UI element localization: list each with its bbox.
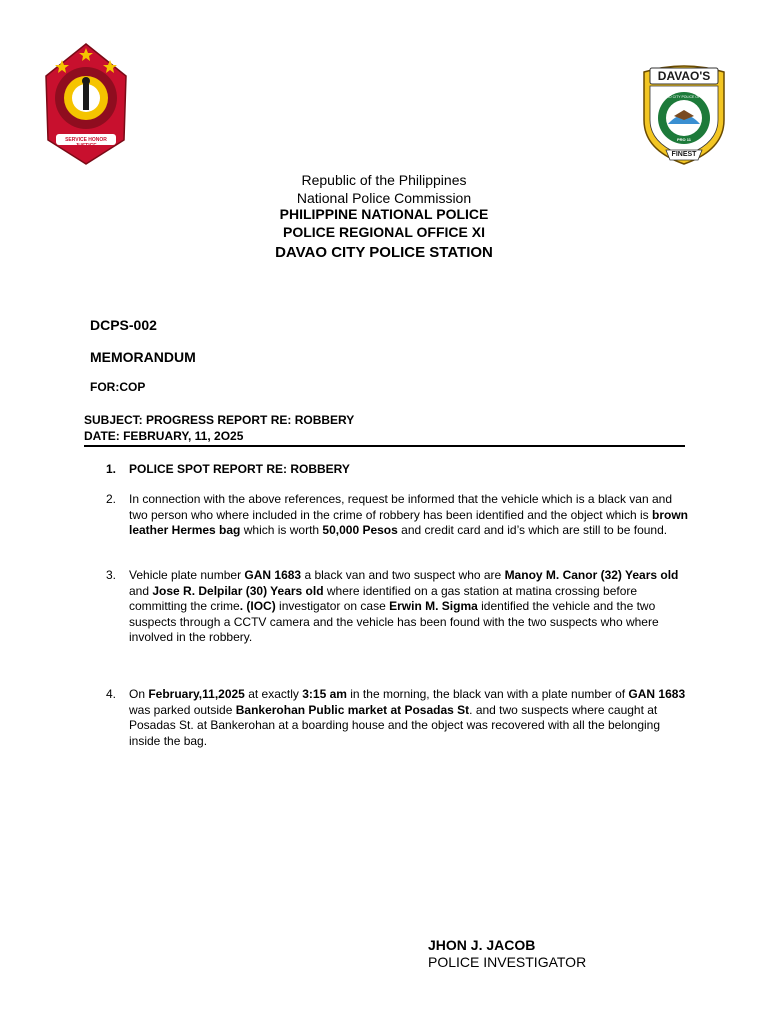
- pnp-seal-text-bottom: SERVICE HONOR JUSTICE: [65, 137, 107, 149]
- davao-badge-inner-text: PRO 11: [676, 137, 691, 142]
- header-napolcom: National Police Commission: [296, 190, 472, 206]
- item-3-investigator: Erwin M. Sigma: [389, 599, 478, 613]
- item-4-paragraph: [129, 687, 689, 749]
- item-4-date: February,11,2025: [148, 687, 245, 701]
- davao-badge-bottom-text: FINEST: [671, 151, 697, 158]
- davao-badge-ring-text: DAVAO CITY POLICE OFFICE: [659, 95, 709, 99]
- item-2-number: 2.: [106, 492, 117, 506]
- memo-subject: SUBJECT: PROGRESS REPORT RE: ROBBERY: [84, 413, 355, 427]
- item-3-number: 3.: [106, 568, 117, 582]
- item-4-number: 4.: [106, 687, 117, 701]
- item-3-text-d: where identified on a gas station at matina crossing before committing the crime: [129, 583, 638, 613]
- item-1-text: POLICE SPOT REPORT RE: ROBBERY: [129, 462, 350, 476]
- item-4-text-e: . and two suspects where caught at Posadas St. at Bankerohan at a boarding house and the object was recovered with all the belonging inside the bag.: [129, 702, 661, 748]
- memo-date: DATE: FEBRUARY, 11, 2O25: [84, 429, 244, 443]
- item-2-text-b: which is worth: [240, 523, 323, 537]
- item-3-plate: GAN 1683: [244, 568, 302, 582]
- item-2-bag: brown leather Hermes bag: [129, 507, 688, 537]
- signature-title: POLICE INVESTIGATOR: [428, 954, 587, 970]
- header-regional-office: POLICE REGIONAL OFFICE XI: [283, 224, 485, 240]
- pnp-seal-icon: [44, 42, 128, 166]
- item-4-text-b: at exactly: [244, 687, 303, 701]
- item-3-text-b: a black van and two suspect who are: [301, 568, 505, 582]
- item-4-text-c: in the morning, the black van with a plate number of: [346, 687, 629, 701]
- subject-divider: [84, 445, 685, 447]
- item-3-ioc: . (IOC): [239, 599, 276, 613]
- memo-for: FOR:COP: [90, 380, 146, 394]
- item-3-paragraph: [129, 568, 689, 646]
- item-4-text-a: On: [129, 687, 149, 701]
- item-3-suspect-2: Jose R. Delpilar (30) Years old: [152, 583, 324, 598]
- item-3-text-f: identified the vehicle and the two suspects through a CCTV camera and the vehicle has been found with the two suspects who where involved in the robbery.: [129, 599, 659, 644]
- memo-type: MEMORANDUM: [90, 349, 196, 365]
- item-4-plate: GAN 1683: [628, 687, 686, 701]
- item-1-number: 1.: [106, 462, 117, 476]
- davao-badge-top-text: DAVAO'S: [657, 69, 711, 83]
- item-3-text-c: and: [129, 583, 153, 598]
- signature-name: JHON J. JACOB: [428, 937, 536, 953]
- item-4-time: 3:15 am: [302, 687, 347, 701]
- header-pnp: PHILIPPINE NATIONAL POLICE: [279, 206, 489, 222]
- item-4-text-d: was parked outside: [129, 702, 236, 717]
- item-2-paragraph: [129, 492, 689, 539]
- davao-finest-badge-icon: [638, 62, 730, 166]
- header-republic: Republic of the Philippines: [301, 172, 467, 188]
- item-3-suspect-1: Manoy M. Canor (32) Years old: [504, 568, 679, 582]
- item-4-location: Bankerohan Public market at Posadas St: [235, 702, 470, 717]
- item-3-text-e: investigator on case: [275, 599, 390, 613]
- item-2-value: 50,000 Pesos: [322, 523, 398, 537]
- item-2-text-c: and credit card and id’s which are still to be found.: [397, 523, 668, 537]
- memo-code: DCPS-002: [90, 317, 157, 333]
- header-station: DAVAO CITY POLICE STATION: [275, 244, 493, 261]
- item-3-text-a: Vehicle plate number: [129, 568, 245, 582]
- item-2-text-a: In connection with the above references, request be informed that the vehicle which is a black van and two person who where included in the crime of robbery has been identified and the object which is: [129, 492, 672, 522]
